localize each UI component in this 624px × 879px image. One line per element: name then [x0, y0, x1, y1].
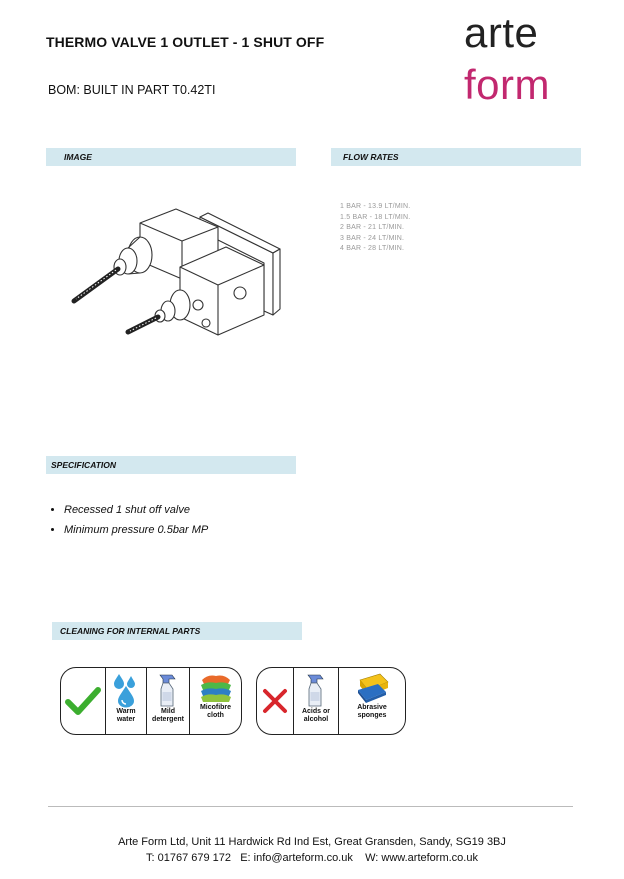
cleaning-allowed-indicator [61, 668, 106, 734]
cleaning-item-mild-detergent [147, 668, 190, 734]
cleaning-label: Warm [116, 708, 136, 715]
flow-rate-item: 2 BAR - 21 LT/MIN. [340, 224, 405, 231]
flow-rate-item: 1.5 BAR - 18 LT/MIN. [340, 213, 411, 221]
specification-list [50, 504, 208, 544]
cleaning-item-microfibre-cloth [190, 668, 241, 734]
cleaning-label: water [116, 716, 136, 723]
cleaning-label: Mild [161, 708, 175, 715]
section-header-specification: SPECIFICATION [46, 456, 296, 474]
logo-form: form [464, 61, 550, 108]
flow-rates-list [340, 202, 410, 255]
flow-rate-item: 1 BAR - 13.9 LT/MIN. [340, 203, 411, 210]
footer-address: Arte Form Ltd, Unit 11 Hardwick Rd Ind Est, Great Gransden, Sandy, SG19 3BJ [118, 836, 506, 848]
flow-rate-item: 4 BAR - 28 LT/MIN. [340, 245, 405, 252]
cleaning-not-allowed-panel [256, 667, 406, 735]
document-title: THERMO VALVE 1 OUTLET - 1 SHUT OFF [46, 34, 325, 50]
sponge-icon [354, 672, 390, 704]
cleaning-label: Micofibre [199, 704, 232, 711]
section-header-cleaning: CLEANING FOR INTERNAL PARTS [52, 622, 302, 640]
cleaning-label: detergent [152, 716, 184, 723]
cleaning-label: Abrasive [357, 704, 387, 711]
water-drops-icon [111, 672, 141, 708]
cleaning-allowed-panel [60, 667, 242, 735]
cross-icon [261, 687, 289, 715]
spray-bottle-icon [155, 672, 181, 708]
cleaning-item-abrasive-sponges [339, 668, 405, 734]
check-icon [65, 686, 101, 716]
section-header-image: IMAGE [46, 148, 296, 166]
cleaning-label: alcohol [303, 716, 329, 723]
cleaning-not-allowed-indicator [257, 668, 294, 734]
cleaning-label: sponges [357, 712, 387, 719]
cleaning-item-acids-alcohol [294, 668, 339, 734]
section-header-flow-rates: FLOW RATES [331, 148, 581, 166]
specification-item: • Recessed 1 shut off valve [64, 504, 208, 516]
valve-product-image [68, 205, 283, 350]
cloth-stack-icon [198, 672, 234, 704]
specification-item: • Minimum pressure 0.5bar MP [64, 524, 208, 536]
cleaning-item-warm-water [106, 668, 147, 734]
logo-arte: arte [464, 9, 539, 56]
flow-rate-item: 3 BAR - 24 LT/MIN. [340, 234, 405, 242]
bom-reference: BOM: BUILT IN PART T0.42TI [48, 83, 216, 97]
footer-contact: T: 01767 679 172 E: info@arteform.co.uk W: www.arteform.co.uk [146, 852, 478, 864]
cleaning-label: Acids or [301, 708, 330, 715]
cleaning-label: cloth [207, 712, 224, 719]
spray-bottle-icon [303, 672, 329, 708]
footer-divider [48, 806, 573, 807]
